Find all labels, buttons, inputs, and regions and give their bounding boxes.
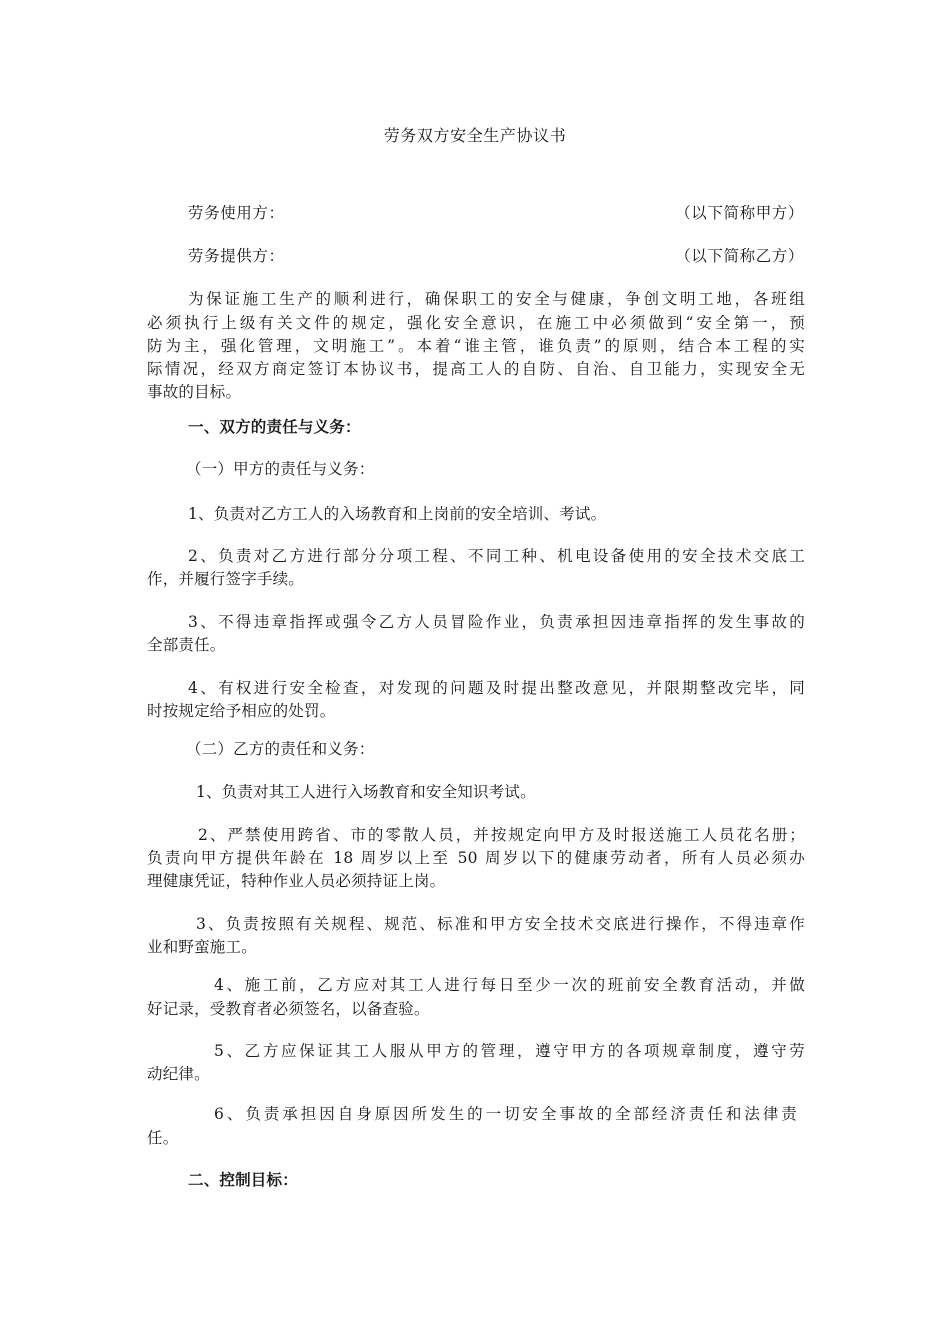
item-line: 作，并履行签字手续。 (147, 570, 305, 588)
intro-line: 际情况，经双方商定签订本协议书，提高工人的自防、自治、自卫能力，实现安全无 (147, 360, 805, 378)
intro-line: 必须执行上级有关文件的规定，强化安全意识，在施工中必须做到“安全第一，预 (147, 314, 805, 332)
item-line: 2、负责对乙方进行部分分项工程、不同工种、机电设备使用的安全技术交底工 (188, 547, 805, 565)
party-a-duties-heading: （一）甲方的责任与义务： (186, 460, 375, 478)
item-line: 3、负责按照有关规程、规范、标准和甲方安全技术交底进行操作，不得违章作 (196, 915, 805, 933)
item-line: 4、施工前，乙方应对其工人进行每日至少一次的班前安全教育活动，并做 (214, 976, 805, 994)
item-line: 理健康凭证，特种作业人员必须持证上岗。 (147, 872, 446, 890)
section-2-heading: 二、控制目标： (188, 1171, 298, 1189)
item-line: 任。 (147, 1129, 179, 1147)
party-b-duties-heading: （二）乙方的责任和义务： (186, 740, 375, 758)
party-b-alias: （以下简称乙方） (675, 247, 804, 265)
item-line: 全部责任。 (147, 636, 226, 654)
party-a-label: 劳务使用方： (188, 204, 285, 222)
party-b-label: 劳务提供方： (188, 247, 285, 265)
intro-line: 事故的目标。 (147, 383, 242, 401)
party-a-alias: （以下简称甲方） (675, 204, 804, 222)
document-title: 劳务双方安全生产协议书 (383, 126, 567, 145)
item-line: 5、乙方应保证其工人服从甲方的管理，遵守甲方的各项规章制度，遵守劳 (214, 1042, 805, 1060)
item-line: 2、严禁使用跨省、市的零散人员，并按规定向甲方及时报送施工人员花名册； (198, 826, 805, 844)
item-line: 负责向甲方提供年龄在 18 周岁以上至 50 周岁以下的健康劳动者，所有人员必须办 (147, 849, 805, 867)
item-line: 时按规定给予相应的处罚。 (147, 702, 336, 720)
party-b-item-1: 1、负责对其工人进行入场教育和安全知识考试。 (196, 783, 536, 801)
section-1-heading: 一、双方的责任与义务： (188, 418, 361, 436)
item-line: 3、不得违章指挥或强令乙方人员冒险作业，负责承担因违章指挥的发生事故的 (188, 613, 805, 631)
item-line: 动纪律。 (147, 1065, 210, 1083)
item-line: 业和野蛮施工。 (147, 938, 257, 956)
item-line: 6、负责承担因自身原因所发生的一切安全事故的全部经济责任和法律责 (214, 1105, 797, 1123)
intro-line: 为保证施工生产的顺利进行，确保职工的安全与健康，争创文明工地，各班组 (188, 290, 805, 308)
item-line: 好记录，受教育者必须签名，以备查验。 (147, 1000, 430, 1018)
item-line: 4、有权进行安全检查，对发现的问题及时提出整改意见，并限期整改完毕，同 (188, 679, 805, 697)
party-a-item-1: 1、负责对乙方工人的入场教育和上岗前的安全培训、考试。 (188, 505, 607, 523)
intro-line: 防为主，强化管理，文明施工”。本着“谁主管，谁负责”的原则，结合本工程的实 (147, 337, 805, 355)
